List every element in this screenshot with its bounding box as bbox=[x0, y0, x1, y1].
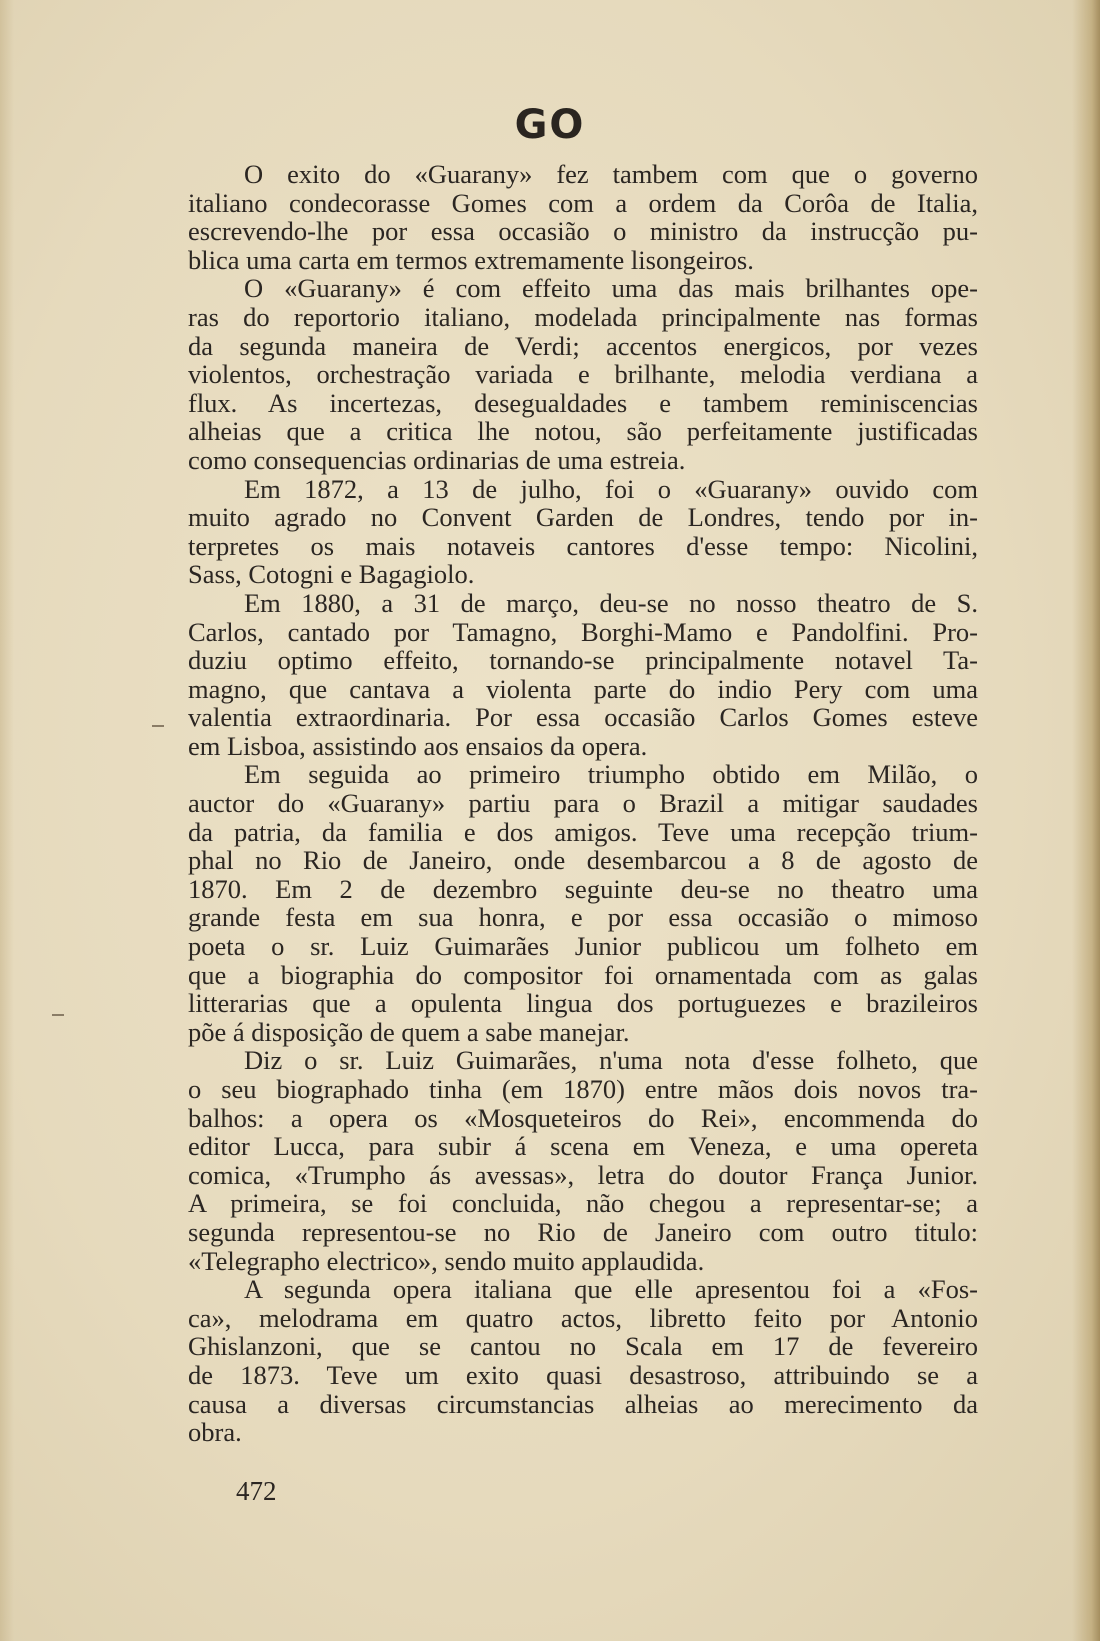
text-line: A primeira, se foi concluida, não chegou a representar-se; a bbox=[188, 1188, 978, 1219]
body-text bbox=[188, 160, 978, 1447]
text-line: poeta o sr. Luiz Guimarães Junior publicou um folheto em bbox=[188, 931, 978, 962]
text-line: A segunda opera italiana que elle apresentou foi a «Fos- bbox=[244, 1274, 978, 1305]
text-line: 1870. Em 2 de dezembro seguinte deu-se no theatro uma bbox=[188, 873, 978, 904]
text-line: escrevendo-lhe por essa occasião o ministro da instrucção pu- bbox=[188, 216, 978, 247]
text-line: Em 1872, a 13 de julho, foi o «Guarany» ouvido com bbox=[244, 473, 978, 504]
text-line: põe á disposição de quem a sabe manejar. bbox=[188, 1016, 630, 1047]
text-line: Ghislanzoni, que se cantou no Scala em 17 de fevereiro bbox=[188, 1331, 978, 1362]
text-line: ras do reportorio italiano, modelada principalmente nas formas bbox=[188, 301, 978, 332]
text-line: phal no Rio de Janeiro, onde desembarcou a 8 de agosto de bbox=[188, 845, 978, 876]
text-line: editor Lucca, para subir á scena em Veneza, e uma opereta bbox=[188, 1131, 978, 1162]
page-number: 472 bbox=[236, 1476, 277, 1506]
text-line: comica, «Trumpho ás avessas», letra do doutor França Junior. bbox=[188, 1159, 978, 1190]
text-line: Em 1880, a 31 de março, deu-se no nosso theatro de S. bbox=[244, 587, 978, 618]
text-line: italiano condecorasse Gomes com a ordem da Corôa de Italia, bbox=[188, 187, 978, 218]
page-edge-shadow bbox=[1072, 0, 1100, 1641]
text-line: que a biographia do compositor foi ornamentada com as galas bbox=[188, 959, 978, 990]
text-line: alheias que a critica lhe notou, são perfeitamente justificadas bbox=[188, 416, 978, 447]
text-line: segunda representou-se no Rio de Janeiro com outro titulo: bbox=[188, 1216, 978, 1247]
text-line: duziu optimo effeito, tornando-se principalmente notavel Ta- bbox=[188, 645, 978, 676]
text-line: grande festa em sua honra, e por essa occasião o mimoso bbox=[188, 902, 978, 933]
text-line: O «Guarany» é com effeito uma das mais brilhantes ope- bbox=[244, 273, 978, 304]
margin-dash bbox=[152, 725, 164, 727]
text-line: litterarias que a opulenta lingua dos portuguezes e brazileiros bbox=[188, 988, 978, 1019]
text-line: causa a diversas circumstancias alheias ao merecimento da bbox=[188, 1388, 978, 1419]
text-line: auctor do «Guarany» partiu para o Brazil a mitigar saudades bbox=[188, 788, 978, 819]
text-line: blica uma carta em termos extremamente lisongeiros. bbox=[188, 244, 754, 275]
text-line: magno, que cantava a violenta parte do indio Pery com uma bbox=[188, 673, 978, 704]
text-line: Diz o sr. Luiz Guimarães, n'uma nota d'esse folheto, que bbox=[244, 1045, 978, 1076]
text-line: terpretes os mais notaveis cantores d'esse tempo: Nicolini, bbox=[188, 530, 978, 561]
margin-dash bbox=[52, 1014, 64, 1016]
text-line: obra. bbox=[188, 1417, 242, 1448]
text-line: de 1873. Teve um exito quasi desastroso, attribuindo se a bbox=[188, 1359, 978, 1390]
text-line: balhos: a opera os «Mosqueteiros do Rei», encommenda do bbox=[188, 1102, 978, 1133]
text-line: valentia extraordinaria. Por essa occasião Carlos Gomes esteve bbox=[188, 702, 978, 733]
text-line: Em seguida ao primeiro triumpho obtido em Milão, o bbox=[244, 759, 978, 790]
text-line: da segunda maneira de Verdi; accentos energicos, por vezes bbox=[188, 330, 978, 361]
page-gutter-shadow bbox=[0, 0, 14, 1641]
text-line: em Lisboa, assistindo aos ensaios da opera. bbox=[188, 730, 648, 761]
text-line: muito agrado no Convent Garden de Londres, tendo por in- bbox=[188, 502, 978, 533]
text-line: ca», melodrama em quatro actos, libretto feito por Antonio bbox=[188, 1302, 978, 1333]
text-line: da patria, da familia e dos amigos. Teve uma recepção trium- bbox=[188, 816, 978, 847]
text-line: Carlos, cantado por Tamagno, Borghi-Mamo e Pandolfini. Pro- bbox=[188, 616, 978, 647]
text-line: O exito do «Guarany» fez tambem com que o governo bbox=[244, 159, 978, 189]
text-line: como consequencias ordinarias de uma estreia. bbox=[188, 444, 686, 475]
running-head: GO bbox=[514, 102, 586, 148]
text-line: flux. As incertezas, desegualdades e tambem reminiscencias bbox=[188, 387, 978, 418]
text-line: Sass, Cotogni e Bagagiolo. bbox=[188, 559, 475, 590]
text-line: «Telegrapho electrico», sendo muito applaudida. bbox=[188, 1245, 705, 1276]
text-line: violentos, orchestração variada e brilhante, melodia verdiana a bbox=[188, 359, 978, 390]
text-line: o seu biographado tinha (em 1870) entre mãos dois novos tra- bbox=[188, 1074, 978, 1104]
